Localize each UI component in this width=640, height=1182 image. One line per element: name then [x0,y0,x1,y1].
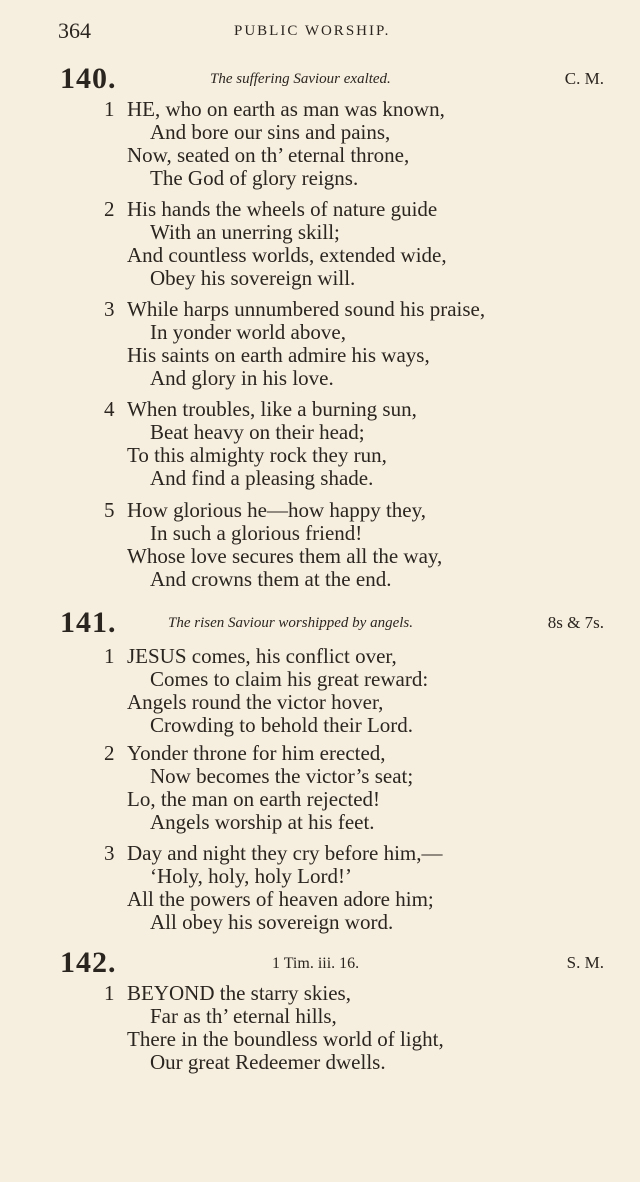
verse-line: In such a glorious friend! [150,521,363,545]
verse-line: With an unerring skill; [150,220,340,244]
hymn-number: 142. [60,946,117,979]
verse-line: All the powers of heaven adore him; [127,887,434,911]
header-title: PUBLIC WORSHIP. [234,23,391,39]
stanza [104,742,584,834]
running-head [58,18,610,44]
verse-line [104,198,584,221]
hymn-heading [60,62,604,96]
hymn-meter: C. M. [564,69,604,88]
verse-number: 1 [104,644,115,668]
verse-line: Whose love secures them all the way, [127,544,443,568]
page-number: 364 [58,18,91,43]
verse-line [104,982,584,1005]
verse-line [104,98,584,121]
verse-line: Lo, the man on earth rejected! [127,787,381,811]
verse-line: And crowns them at the end. [150,567,392,591]
verse-line: And find a pleasing shade. [150,466,374,490]
hymn-title: The suffering Saviour exalted. [210,71,391,87]
verse-number: 1 [104,97,115,121]
verse-text: While harps unnumbered sound his praise, [127,297,486,321]
hymn-meter: S. M. [566,953,604,972]
hymn-meter: 8s & 7s. [547,613,604,632]
stanza [104,982,584,1074]
verse-text: How glorious he—how happy they, [127,498,427,522]
stanza [104,645,584,737]
verse-number: 1 [104,981,115,1005]
hymn-heading [60,946,604,980]
stanza [104,499,584,591]
verse-text: JESUS comes, his conflict over, [127,644,397,668]
verse-line: In yonder world above, [150,320,346,344]
verse-number: 3 [104,841,115,865]
verse-line: Beat heavy on their head; [150,420,365,444]
verse-line: Obey his sovereign will. [150,266,356,290]
verse-text: Day and night they cry before him,— [127,841,443,865]
verse-line: All obey his sovereign word. [150,910,394,934]
verse-text: Yonder throne for him erected, [127,741,386,765]
verse-line: Crowding to behold their Lord. [150,713,414,737]
verse-line: And glory in his love. [150,366,334,390]
verse-text: HE, who on earth as man was known, [127,97,445,121]
verse-text: BEYOND the starry skies, [127,981,351,1005]
verse-line: To this almighty rock they run, [127,443,387,467]
hymn-number: 140. [60,62,117,95]
stanza [104,398,584,490]
verse-number: 2 [104,741,115,765]
verse-line [104,842,584,865]
verse-line: Now becomes the victor’s seat; [150,764,414,788]
verse-line: Now, seated on th’ eternal throne, [127,143,410,167]
verse-text: His hands the wheels of nature guide [127,197,438,221]
verse-number: 3 [104,297,115,321]
stanza [104,842,584,934]
verse-line: Far as th’ eternal hills, [150,1004,337,1028]
verse-line: There in the boundless world of light, [127,1027,444,1051]
verse-line: His saints on earth admire his ways, [127,343,430,367]
verse-number: 5 [104,498,115,522]
verse-text: When troubles, like a burning sun, [127,397,417,421]
hymn-number: 141. [60,606,117,639]
verse-line [104,499,584,522]
verse-line: Angels round the victor hover, [127,690,384,714]
verse-line: Comes to claim his great reward: [150,667,429,691]
verse-line: And bore our sins and pains, [150,120,391,144]
stanza [104,298,584,390]
hymn-heading [60,606,604,640]
verse-number: 2 [104,197,115,221]
hymn-title: The risen Saviour worshipped by angels. [168,615,413,631]
verse-line: And countless worlds, extended wide, [127,243,447,267]
verse-line [104,645,584,668]
verse-line: Our great Redeemer dwells. [150,1050,386,1074]
verse-line: Angels worship at his feet. [150,810,375,834]
verse-line: The God of glory reigns. [150,166,359,190]
verse-line [104,298,584,321]
verse-line: ‘Holy, holy, holy Lord!’ [150,864,352,888]
stanza [104,98,584,190]
verse-line [104,742,584,765]
hymn-title: 1 Tim. iii. 16. [272,955,360,972]
stanza [104,198,584,290]
verse-line [104,398,584,421]
verse-number: 4 [104,397,115,421]
